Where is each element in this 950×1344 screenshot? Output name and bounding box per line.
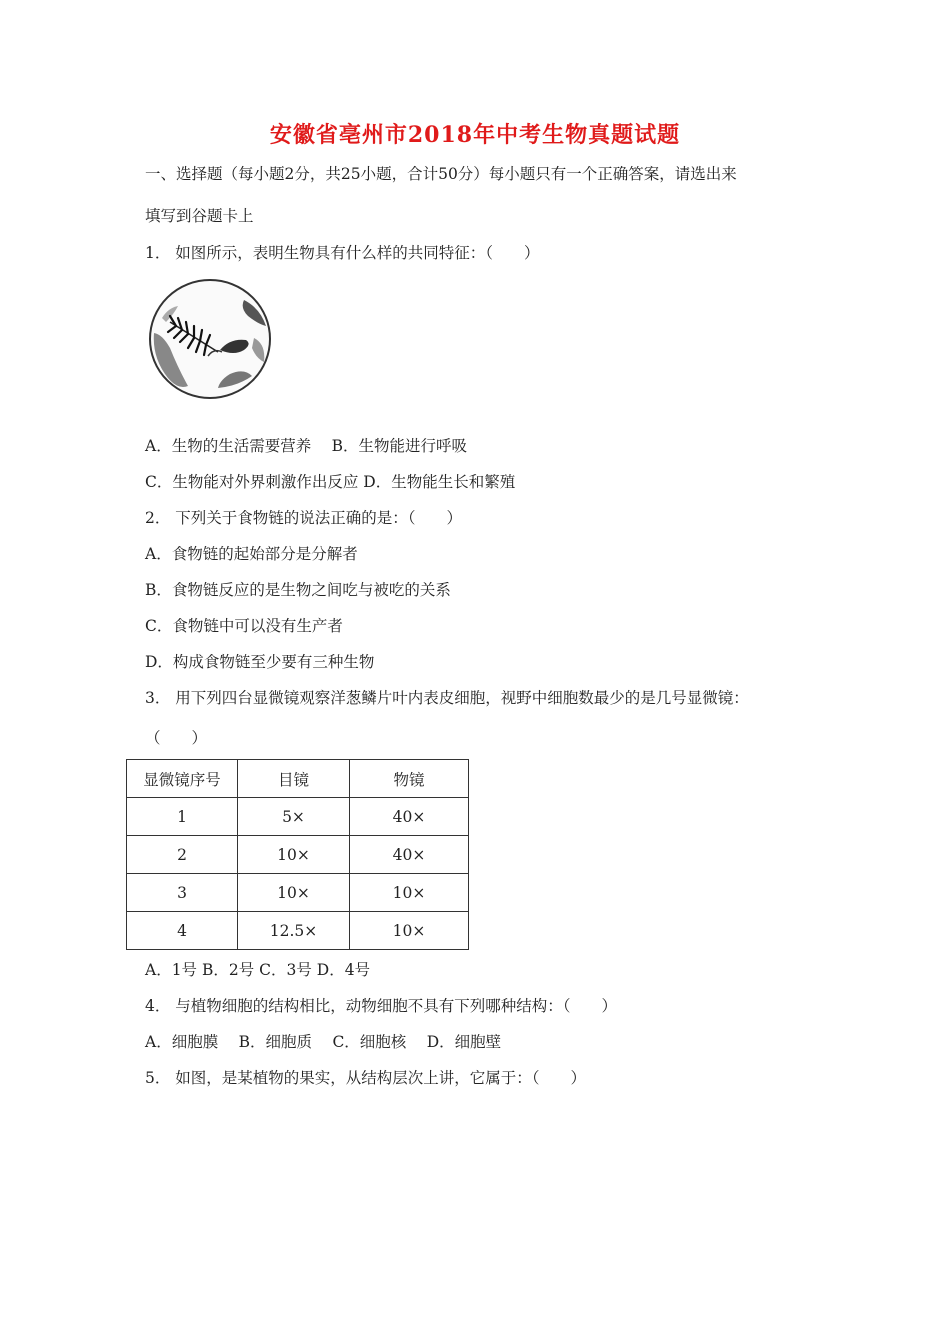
- mimosa-touch-figure: [148, 278, 272, 400]
- table-cell: 3: [127, 874, 238, 912]
- table-cell: 12.5×: [238, 912, 350, 950]
- table-row: [127, 874, 469, 912]
- microscope-table: [126, 759, 469, 950]
- question-4-stem: 4． 与植物细胞的结构相比，动物细胞不具有下列哪种结构：（ ）: [145, 997, 618, 1015]
- question-5-stem: 5． 如图，是某植物的果实，从结构层次上讲，它属于：（ ）: [145, 1069, 587, 1087]
- question-3-paren: （ ）: [145, 729, 208, 747]
- table-header-row: [127, 760, 469, 798]
- table-cell: 10×: [238, 874, 350, 912]
- table-cell: 4: [127, 912, 238, 950]
- table-cell: 10×: [238, 836, 350, 874]
- table-cell: 5×: [238, 798, 350, 836]
- section-instructions-line1: 一、选择题（每小题2分，共25小题，合计50分）每小题只有一个正确答案，请选出来: [145, 165, 737, 183]
- table-header-cell: 物镜: [350, 760, 469, 798]
- question-1-options-cd: C．生物能对外界刺激作出反应 D．生物能生长和繁殖: [145, 473, 516, 491]
- question-2-option-c: C．食物链中可以没有生产者: [145, 617, 343, 635]
- table-cell: 10×: [350, 912, 469, 950]
- question-3-stem: 3． 用下列四台显微镜观察洋葱鳞片叶内表皮细胞，视野中细胞数最少的是几号显微镜：: [145, 689, 749, 707]
- section-instructions-line2: 填写到谷题卡上: [145, 207, 254, 225]
- question-2-stem: 2． 下列关于食物链的说法正确的是：（ ）: [145, 509, 463, 527]
- table-cell: 2: [127, 836, 238, 874]
- table-cell: 40×: [350, 836, 469, 874]
- page-title: 安徽省亳州市2018年中考生物真题试题: [269, 122, 681, 148]
- table-header-cell: 目镜: [238, 760, 350, 798]
- question-2-option-b: B．食物链反应的是生物之间吃与被吃的关系: [145, 581, 451, 599]
- table-header-cell: 显微镜序号: [127, 760, 238, 798]
- table-cell: 40×: [350, 798, 469, 836]
- table-row: [127, 836, 469, 874]
- table-cell: 1: [127, 798, 238, 836]
- table-row: [127, 798, 469, 836]
- question-2-option-a: A．食物链的起始部分是分解者: [145, 545, 358, 563]
- question-3-options: A．1号 B．2号 C．3号 D．4号: [145, 961, 371, 979]
- question-2-option-d: D．构成食物链至少要有三种生物: [145, 653, 375, 671]
- table-row: [127, 912, 469, 950]
- question-1-stem: 1． 如图所示，表明生物具有什么样的共同特征：（ ）: [145, 244, 540, 262]
- question-4-options: A．细胞膜 B．细胞质 C．细胞核 D．细胞壁: [145, 1033, 502, 1051]
- table-cell: 10×: [350, 874, 469, 912]
- question-1-options-ab: A．生物的生活需要营养 B．生物能进行呼吸: [145, 437, 468, 455]
